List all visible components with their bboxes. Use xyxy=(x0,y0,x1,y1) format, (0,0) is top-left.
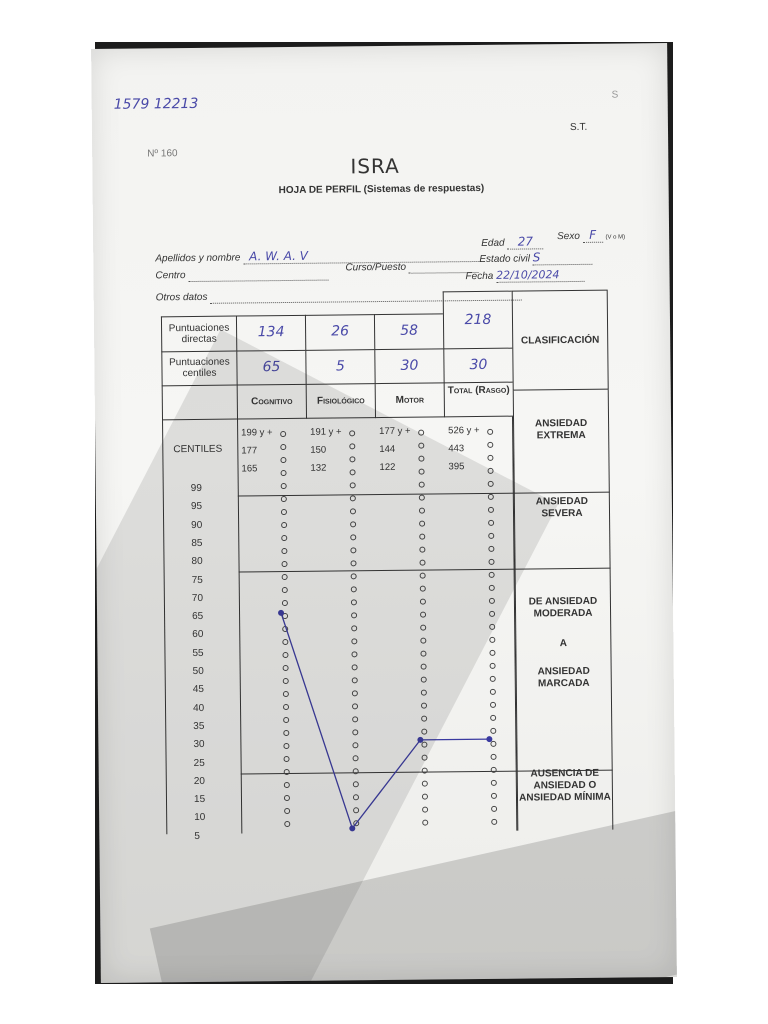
top-value: 177 y + xyxy=(379,425,411,438)
top-value: 443 xyxy=(448,443,465,455)
direct-score: 134 xyxy=(257,324,285,341)
centile-tick: 30 xyxy=(193,739,205,751)
class-extreme: ANSIEDAD EXTREMA xyxy=(534,417,588,442)
column-header: Motor xyxy=(395,394,425,406)
centile-score: 30 xyxy=(400,357,419,374)
profile-table xyxy=(161,290,614,842)
top-value: 199 y + xyxy=(241,427,273,439)
right-mark: S xyxy=(611,89,619,101)
centile-tick: 90 xyxy=(191,519,203,531)
classification-header: CLASIFICACIÓN xyxy=(520,334,600,347)
class-marked: ANSIEDAD MARCADA xyxy=(537,665,590,690)
sex-field xyxy=(557,227,625,243)
centile-tick: 60 xyxy=(192,629,204,641)
centile-tick: 95 xyxy=(190,501,203,513)
top-value: 132 xyxy=(310,462,327,474)
centile-tick: 20 xyxy=(193,775,205,787)
profile-segment xyxy=(351,740,421,828)
centile-tick: 70 xyxy=(191,592,204,604)
profile-segment xyxy=(281,612,352,829)
age-label: Edad xyxy=(481,237,505,249)
civil-label: Estado civil xyxy=(479,253,530,265)
centile-tick: 40 xyxy=(192,702,205,714)
centile-tick: 80 xyxy=(191,556,203,568)
centile-tick: 45 xyxy=(192,684,205,696)
age-value: 27 xyxy=(507,234,543,249)
date-field xyxy=(465,268,584,283)
date-label: Fecha xyxy=(465,270,494,283)
top-value: 122 xyxy=(379,461,396,474)
column-header: Cognitivo xyxy=(251,395,293,408)
civil-value: S xyxy=(533,250,593,266)
profile-segment xyxy=(420,739,489,740)
name-label: Apellidos y nombre xyxy=(155,252,241,265)
sex-hint: (V o M) xyxy=(605,234,626,241)
date-value: 22/10/2024 xyxy=(496,268,584,283)
centile-tick: 35 xyxy=(193,720,205,732)
top-value: 165 xyxy=(241,463,258,475)
page-title: ISRA xyxy=(350,153,400,179)
top-value: 150 xyxy=(310,444,327,456)
class-moderate: DE ANSIEDAD MODERADA xyxy=(528,595,598,620)
class-to: A xyxy=(559,638,568,650)
centile-score: 65 xyxy=(262,359,281,376)
profile-line-chart xyxy=(161,290,614,835)
column-header: Total (Rasgo) xyxy=(447,384,510,397)
top-value: 526 y + xyxy=(448,424,480,437)
top-value: 177 xyxy=(241,445,258,457)
other-label: Otros datos xyxy=(155,291,208,304)
top-value: 144 xyxy=(379,443,396,456)
centile-tick: 5 xyxy=(194,830,200,842)
centile-tick: 99 xyxy=(190,482,202,495)
profile-point xyxy=(486,736,492,742)
sheet-number: Nº 160 xyxy=(147,148,178,160)
centile-tick: 85 xyxy=(191,537,203,549)
class-absence: AUSENCIA DE ANSIEDAD O ANSIEDAD MÍNIMA xyxy=(519,767,611,804)
course-field xyxy=(345,261,478,274)
centile-tick: 75 xyxy=(191,574,203,586)
corner-mark: S.T. xyxy=(569,121,588,134)
direct-score: 26 xyxy=(331,323,350,340)
centile-tick: 15 xyxy=(193,793,206,806)
top-value: 191 y + xyxy=(310,426,342,438)
top-value: 395 xyxy=(448,461,465,473)
center-label: Centro xyxy=(155,270,186,282)
name-value: A. W. A. V xyxy=(243,247,481,264)
centile-tick: 50 xyxy=(192,665,204,678)
centile-score: 30 xyxy=(469,356,488,374)
course-label: Curso/Puesto xyxy=(345,261,407,274)
centile-tick: 10 xyxy=(194,812,206,824)
centile-score: 5 xyxy=(335,358,345,375)
direct-row-label: Puntuaciones directas xyxy=(168,322,230,346)
center-field xyxy=(155,269,328,283)
centile-tick: 65 xyxy=(192,610,204,623)
direct-score: 218 xyxy=(464,311,492,329)
profile-sheet xyxy=(91,43,677,983)
centile-row-label: Puntuaciones centiles xyxy=(169,356,230,380)
sex-value: F xyxy=(583,228,603,243)
direct-score: 58 xyxy=(400,322,419,339)
centiles-label: CENTILES xyxy=(173,443,223,456)
class-severe: ANSIEDAD SEVERA xyxy=(535,495,589,520)
page-subtitle: HOJA DE PERFIL (Sistemas de respuestas) xyxy=(278,182,485,197)
age-field xyxy=(481,234,543,250)
column-header: Fisiológico xyxy=(316,395,365,407)
civil-field xyxy=(479,250,593,266)
centile-tick: 55 xyxy=(192,647,204,659)
centile-tick: 25 xyxy=(193,757,205,769)
profile-point xyxy=(278,610,284,616)
corner-code: 1579 12213 xyxy=(113,95,199,113)
sex-label: Sexo xyxy=(557,230,580,243)
